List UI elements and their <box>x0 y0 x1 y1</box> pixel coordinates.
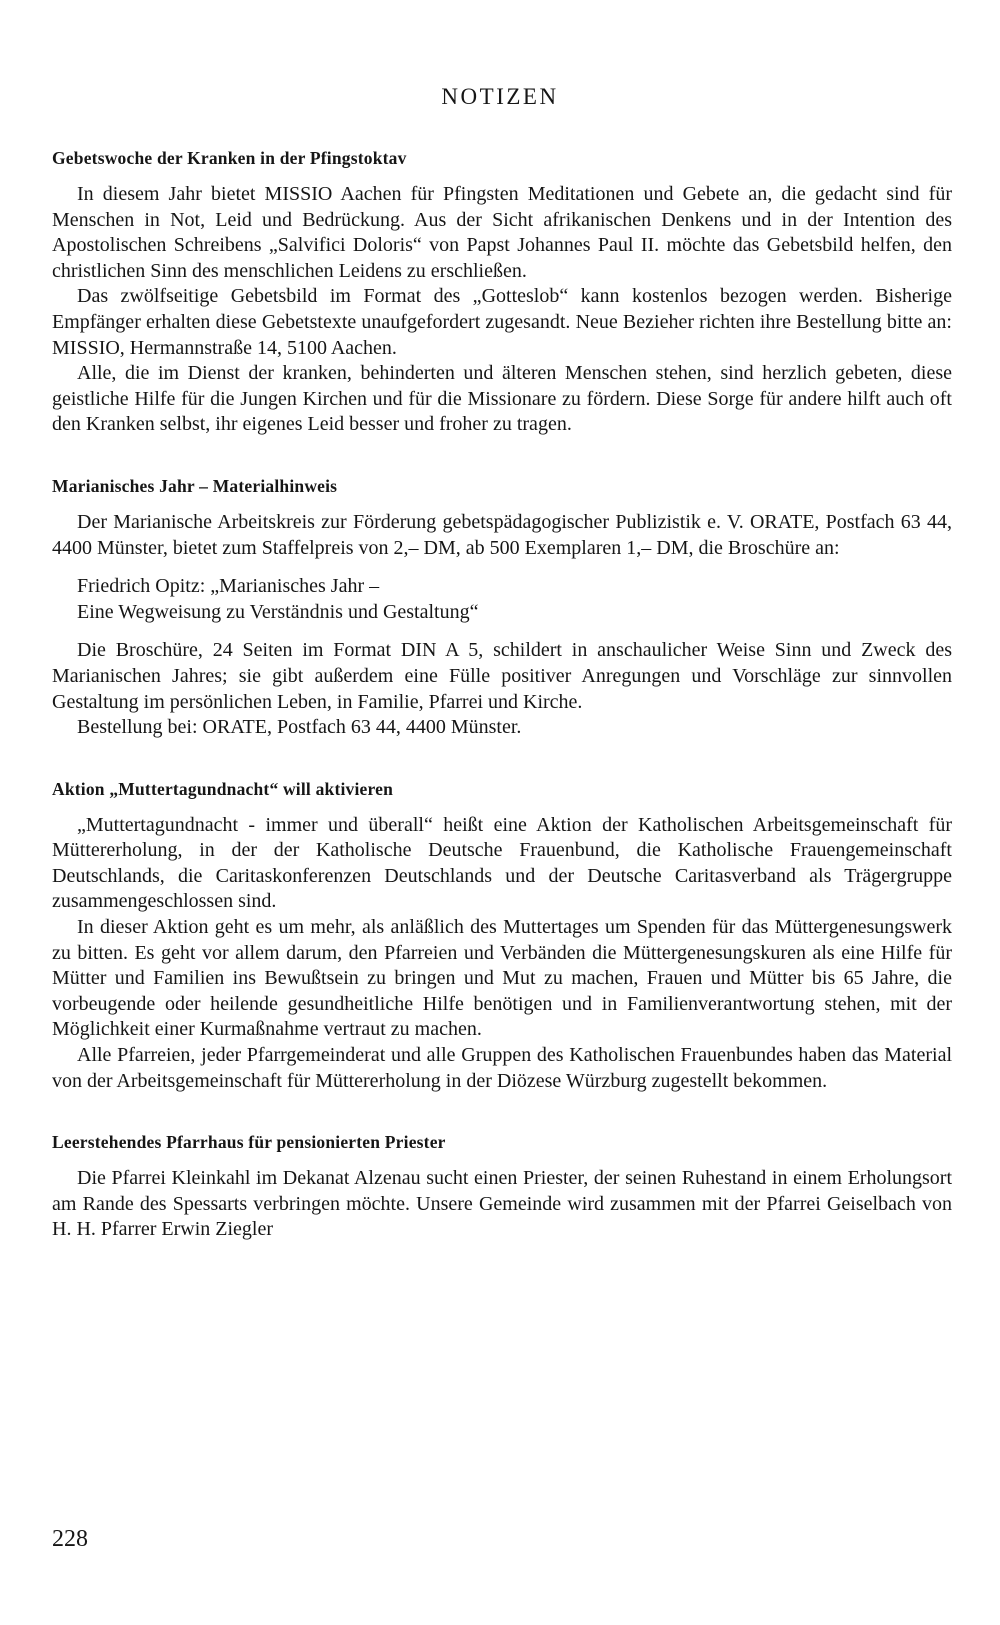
section-heading: Aktion „Muttertagundnacht“ will aktivieren <box>52 778 394 799</box>
notes-content <box>52 146 952 1279</box>
paragraph: In diesem Jahr bietet MISSIO Aachen für Pfingsten Meditationen und Gebete an, die gedacht sind für Menschen in Not, Leid und Bedrückung. Aus der Sicht afrikanischen Denkens und in der Intention des Apostolischen Schreibens „Salvifici Doloris“ von Papst Johannes Paul II. möchte das Gebetsbild helfen, den christlichen Sinn des menschlichen Leidens zu erschließen. <box>52 183 952 282</box>
section-marianisches-jahr <box>52 474 952 741</box>
section-muttertagundnacht <box>52 777 952 1095</box>
page-number: 228 <box>52 1526 88 1552</box>
paragraph: Die Broschüre, 24 Seiten im Format DIN A 5, schildert in anschaulicher Weise Sinn und Zweck des Marianischen Jahres; sie gibt außerdem eine Fülle positiver Anregungen und Vorschläge zur sinnvollen Gestaltung im persönlichen Leben, in Familie, Pfarrei und Kirche. <box>52 639 952 713</box>
paragraph: Alle Pfarreien, jeder Pfarrgemeinderat und alle Gruppen des Katholischen Frauenbundes haben das Material von der Arbeitsgemeinschaft für Müttererholung in der Diözese Würzburg zugestellt bekommen. <box>52 1044 952 1092</box>
paragraph: Das zwölfseitige Gebetsbild im Format des „Gotteslob“ kann kostenlos bezogen werden. Bisherige Empfänger erhalten diese Gebetstexte unaufgefordert zugesandt. Neue Bezieher richten ihre Bestellung bitte an: MISSIO, Hermannstraße 14, 5100 Aachen. <box>52 285 952 359</box>
paragraph: „Muttertagundnacht - immer und überall“ heißt eine Aktion der Katholischen Arbeitsgemeinschaft für Müttererholung, in der der Katholische Deutsche Frauenbund, die Katholische Frauengemeinschaft Deutschlands, die Caritaskonferenzen Deutschlands und der Deutsche Caritasverband als Trägergruppe zusammengeschlossen sind. <box>52 813 952 913</box>
spacer <box>52 625 952 638</box>
section-pfarrhaus <box>52 1130 952 1243</box>
section-heading: Leerstehendes Pfarrhaus für pensionierten Priester <box>52 1132 446 1153</box>
page-title: NOTIZEN <box>441 84 559 109</box>
paragraph: Bestellung bei: ORATE, Postfach 63 44, 4400 Münster. <box>77 716 522 739</box>
paragraph: Alle, die im Dienst der kranken, behinderten und älteren Menschen stehen, sind herzlich gebeten, diese geistliche Hilfe für die Jungen Kirchen und für die Missionare zu fördern. Diese Sorge für andere hilft auch oft den Kranken selbst, ihr eigenes Leid besser und froher zu tragen. <box>52 362 952 436</box>
book-reference <box>52 574 952 625</box>
spacer <box>52 561 952 574</box>
section-gebetswoche <box>52 146 952 438</box>
section-heading: Gebetswoche der Kranken in der Pfingstoktav <box>52 148 407 168</box>
paragraph: In dieser Aktion geht es um mehr, als anläßlich des Muttertages um Spenden für das Müttergenesungswerk zu bitten. Es geht vor allem darum, den Pfarreien und Verbänden die Müttergenesungskuren als eine Hilfe für Mütter und Familien ins Bewußtsein zu bringen und Mut zu machen, Frauen und Mütter bis 65 Jahre, die vorbeugende oder heilende gesundheitliche Hilfe benötigen und in Familienverantwortung stehen, mit der Möglichkeit einer Kurmaßnahme vertraut zu machen. <box>52 916 952 1041</box>
book-line: Friedrich Opitz: „Marianisches Jahr – <box>77 575 380 598</box>
paragraph: Der Marianische Arbeitskreis zur Förderung gebetspädagogischer Publizistik e. V. ORATE, Postfach 63 44, 4400 Münster, bietet zum Staffelpreis von 2,– DM, ab 500 Exemplaren 1,– DM, die Broschüre an: <box>52 510 952 559</box>
paragraph: Die Pfarrei Kleinkahl im Dekanat Alzenau sucht einen Priester, der seinen Ruhestand in einem Erholungsort am Rande des Spessarts verbringen möchte. Unsere Gemeinde wird zusammen mit der Pfarrei Geiselbach von H. H. Pfarrer Erwin Ziegler <box>52 1167 952 1241</box>
section-heading: Marianisches Jahr – Materialhinweis <box>52 475 338 496</box>
book-line: Eine Wegweisung zu Verständnis und Gestaltung“ <box>77 600 479 623</box>
